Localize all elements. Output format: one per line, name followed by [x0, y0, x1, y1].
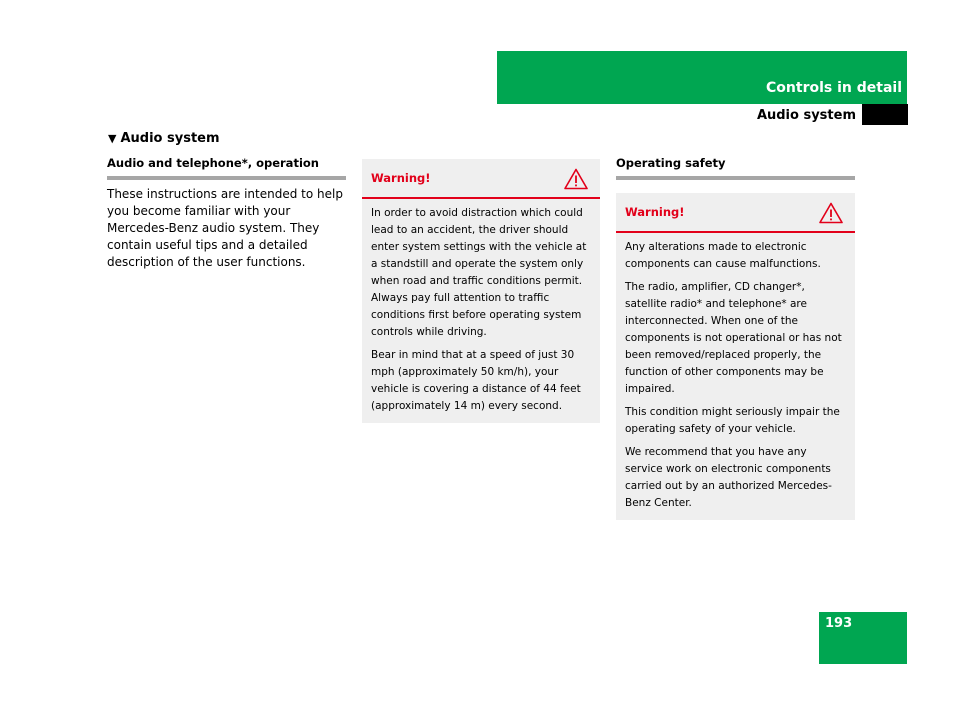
sub-heading-operating-safety: Operating safety [616, 156, 855, 180]
warning-box-operating-safety [616, 193, 855, 520]
main-heading-text: Audio system [120, 131, 220, 146]
section-title: Audio system [756, 108, 856, 123]
warning-paragraph: Bear in mind that at a speed of just 30 mph (approximately 50 km/h), your vehicle is covering a distance of 44 feet (approximately 14 m) every second. [371, 349, 581, 412]
warning-label: Warning! [625, 205, 685, 219]
warning-box-distraction [362, 159, 600, 423]
triangle-down-icon: ▼ [108, 132, 117, 145]
warning-label: Warning! [371, 171, 431, 185]
intro-paragraph: These instructions are intended to help you become familiar with your Mercedes-Benz audio system. They contain useful tips and a detailed description of the user functions. [107, 187, 343, 269]
warning-header [616, 193, 855, 233]
page-number: 193 [825, 616, 853, 631]
warning-header [362, 159, 600, 199]
warning-triangle-icon [564, 168, 588, 190]
warning-paragraph: This condition might seriously impair the operating safety of your vehicle. [625, 406, 840, 435]
warning-body [616, 233, 855, 520]
chapter-title: Controls in detail [766, 80, 902, 96]
warning-triangle-icon [819, 202, 843, 224]
warning-paragraph: We recommend that you have any service work on electronic components carried out by an authorized Mercedes-Benz Center. [625, 446, 832, 509]
warning-body [362, 199, 600, 423]
warning-paragraph: In order to avoid distraction which could lead to an accident, the driver should enter system settings with the vehicle at a standstill and operate the system only when road and traffic conditions permit. Always pay full attention to traffic conditions first before operating system controls while driving. [371, 207, 587, 338]
main-heading [108, 131, 220, 146]
warning-paragraph: The radio, amplifier, CD changer*, satellite radio* and telephone* are interconnected. When one of the components is not operational or has not been removed/replaced properly, the function of other components may be impaired. [625, 281, 842, 395]
header-band [497, 51, 907, 104]
sub-heading-audio-telephone: Audio and telephone*, operation [107, 156, 346, 180]
warning-paragraph: Any alterations made to electronic components can cause malfunctions. [625, 241, 821, 270]
section-tab-marker [862, 104, 908, 125]
